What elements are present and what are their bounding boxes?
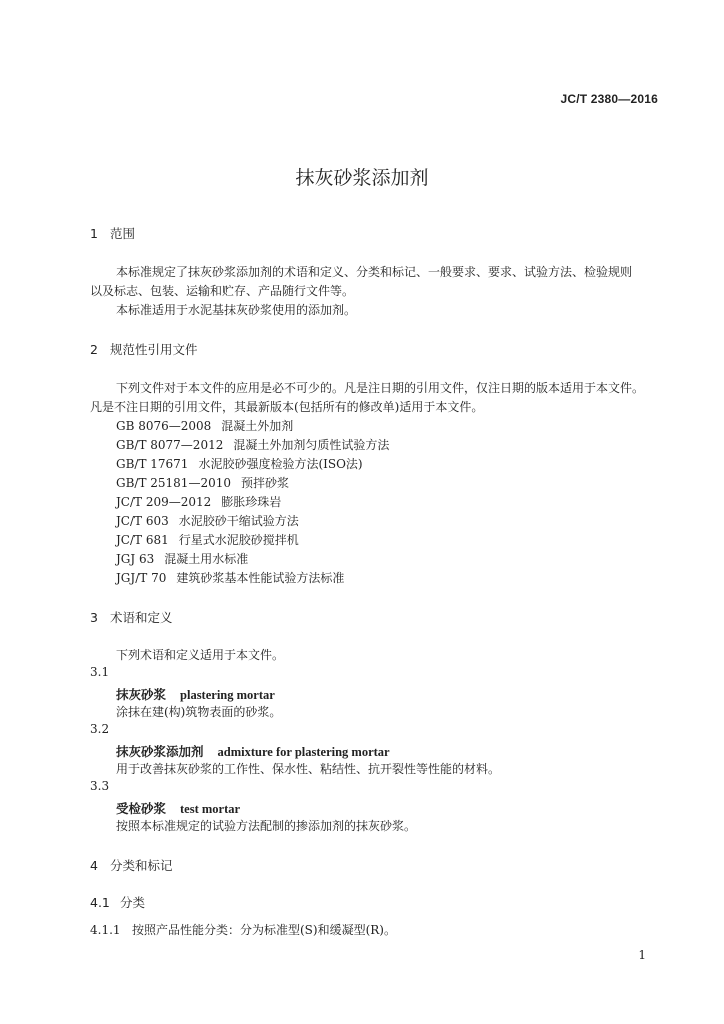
clause-number: 4.1.1 bbox=[90, 923, 121, 937]
reference-code: JC/T 603 bbox=[116, 514, 169, 528]
section-3-heading bbox=[90, 608, 173, 626]
section-4-heading bbox=[90, 856, 173, 874]
term-chinese: 抹灰砂浆添加剂 bbox=[116, 744, 204, 759]
reference-title: 水泥胶砂强度检验方法(ISO法) bbox=[198, 457, 363, 471]
section-title: 术语和定义 bbox=[110, 610, 173, 625]
term-chinese: 受检砂浆 bbox=[116, 801, 167, 816]
term-english: admixture for plastering mortar bbox=[217, 745, 390, 759]
section-number: 1 bbox=[90, 226, 98, 241]
term-heading bbox=[116, 684, 275, 703]
reference-item bbox=[116, 417, 293, 434]
reference-item bbox=[116, 512, 299, 529]
term-number: 3.3 bbox=[90, 779, 110, 793]
clause-text: 按照产品性能分类：分为标准型(S)和缓凝型(R)。 bbox=[132, 923, 396, 937]
reference-title: 建筑砂浆基本性能试验方法标准 bbox=[176, 571, 345, 585]
subsection-number: 4.1 bbox=[90, 895, 110, 910]
reference-code: JGJ/T 70 bbox=[116, 571, 167, 585]
reference-code: GB/T 25181—2010 bbox=[116, 476, 231, 490]
document-title: 抹灰砂浆添加剂 bbox=[295, 167, 429, 189]
section-number: 4 bbox=[90, 858, 98, 873]
reference-title: 混凝土用水标准 bbox=[164, 552, 249, 566]
reference-code: GB/T 17671 bbox=[116, 457, 189, 471]
clause bbox=[90, 921, 396, 938]
reference-item bbox=[116, 455, 363, 472]
section-1-heading bbox=[90, 224, 135, 242]
page-number: 1 bbox=[638, 948, 646, 962]
terms-intro: 下列术语和定义适用于本文件。 bbox=[116, 648, 285, 662]
section-number: 2 bbox=[90, 342, 98, 357]
section-number: 3 bbox=[90, 610, 98, 625]
refs-intro-line: 凡是不注日期的引用文件，其最新版本(包括所有的修改单)适用于本文件。 bbox=[90, 400, 484, 414]
scope-paragraph-line: 以及标志、包装、运输和贮存、产品随行文件等。 bbox=[90, 284, 355, 298]
term-chinese: 抹灰砂浆 bbox=[116, 687, 167, 702]
reference-item bbox=[116, 436, 389, 453]
section-2-heading bbox=[90, 340, 198, 358]
term-definition: 按照本标准规定的试验方法配制的掺添加剂的抹灰砂浆。 bbox=[116, 819, 417, 833]
reference-code: GB/T 8077—2012 bbox=[116, 438, 224, 452]
term-number: 3.1 bbox=[90, 665, 110, 679]
reference-item bbox=[116, 493, 281, 510]
section-title: 规范性引用文件 bbox=[110, 342, 198, 357]
term-english: plastering mortar bbox=[180, 688, 275, 702]
scope-paragraph-line: 本标准规定了抹灰砂浆添加剂的术语和定义、分类和标记、一般要求、要求、试验方法、检验规则 bbox=[116, 265, 633, 279]
reference-title: 预拌砂浆 bbox=[240, 476, 289, 490]
scope-paragraph: 本标准适用于水泥基抹灰砂浆使用的添加剂。 bbox=[116, 303, 357, 317]
reference-code: JGJ 63 bbox=[116, 552, 155, 566]
reference-item bbox=[116, 569, 344, 586]
reference-title: 水泥胶砂干缩试验方法 bbox=[178, 514, 299, 528]
reference-code: GB 8076—2008 bbox=[116, 419, 212, 433]
refs-intro-line: 下列文件对于本文件的应用是必不可少的。凡是注日期的引用文件，仅注日期的版本适用于本文件。 bbox=[116, 381, 645, 395]
term-definition: 用于改善抹灰砂浆的工作性、保水性、粘结性、抗开裂性等性能的材料。 bbox=[116, 762, 501, 776]
reference-title: 混凝土外加剂匀质性试验方法 bbox=[233, 438, 390, 452]
reference-code: JC/T 681 bbox=[116, 533, 169, 547]
reference-item bbox=[116, 550, 248, 567]
reference-item bbox=[116, 474, 289, 491]
reference-title: 膨胀珍珠岩 bbox=[221, 495, 282, 509]
term-heading bbox=[116, 741, 390, 760]
reference-item bbox=[116, 531, 299, 548]
term-heading bbox=[116, 798, 240, 817]
reference-title: 行星式水泥胶砂搅拌机 bbox=[178, 533, 299, 547]
term-number: 3.2 bbox=[90, 722, 110, 736]
subsection-heading bbox=[90, 893, 145, 911]
term-definition: 涂抹在建(构)筑物表面的砂浆。 bbox=[116, 705, 282, 719]
reference-title: 混凝土外加剂 bbox=[221, 419, 294, 433]
section-title: 范围 bbox=[110, 226, 136, 241]
reference-code: JC/T 209—2012 bbox=[116, 495, 212, 509]
section-title: 分类和标记 bbox=[110, 858, 173, 873]
subsection-title: 分类 bbox=[120, 895, 146, 910]
standard-code: JC/T 2380—2016 bbox=[560, 92, 658, 106]
term-english: test mortar bbox=[180, 802, 241, 816]
